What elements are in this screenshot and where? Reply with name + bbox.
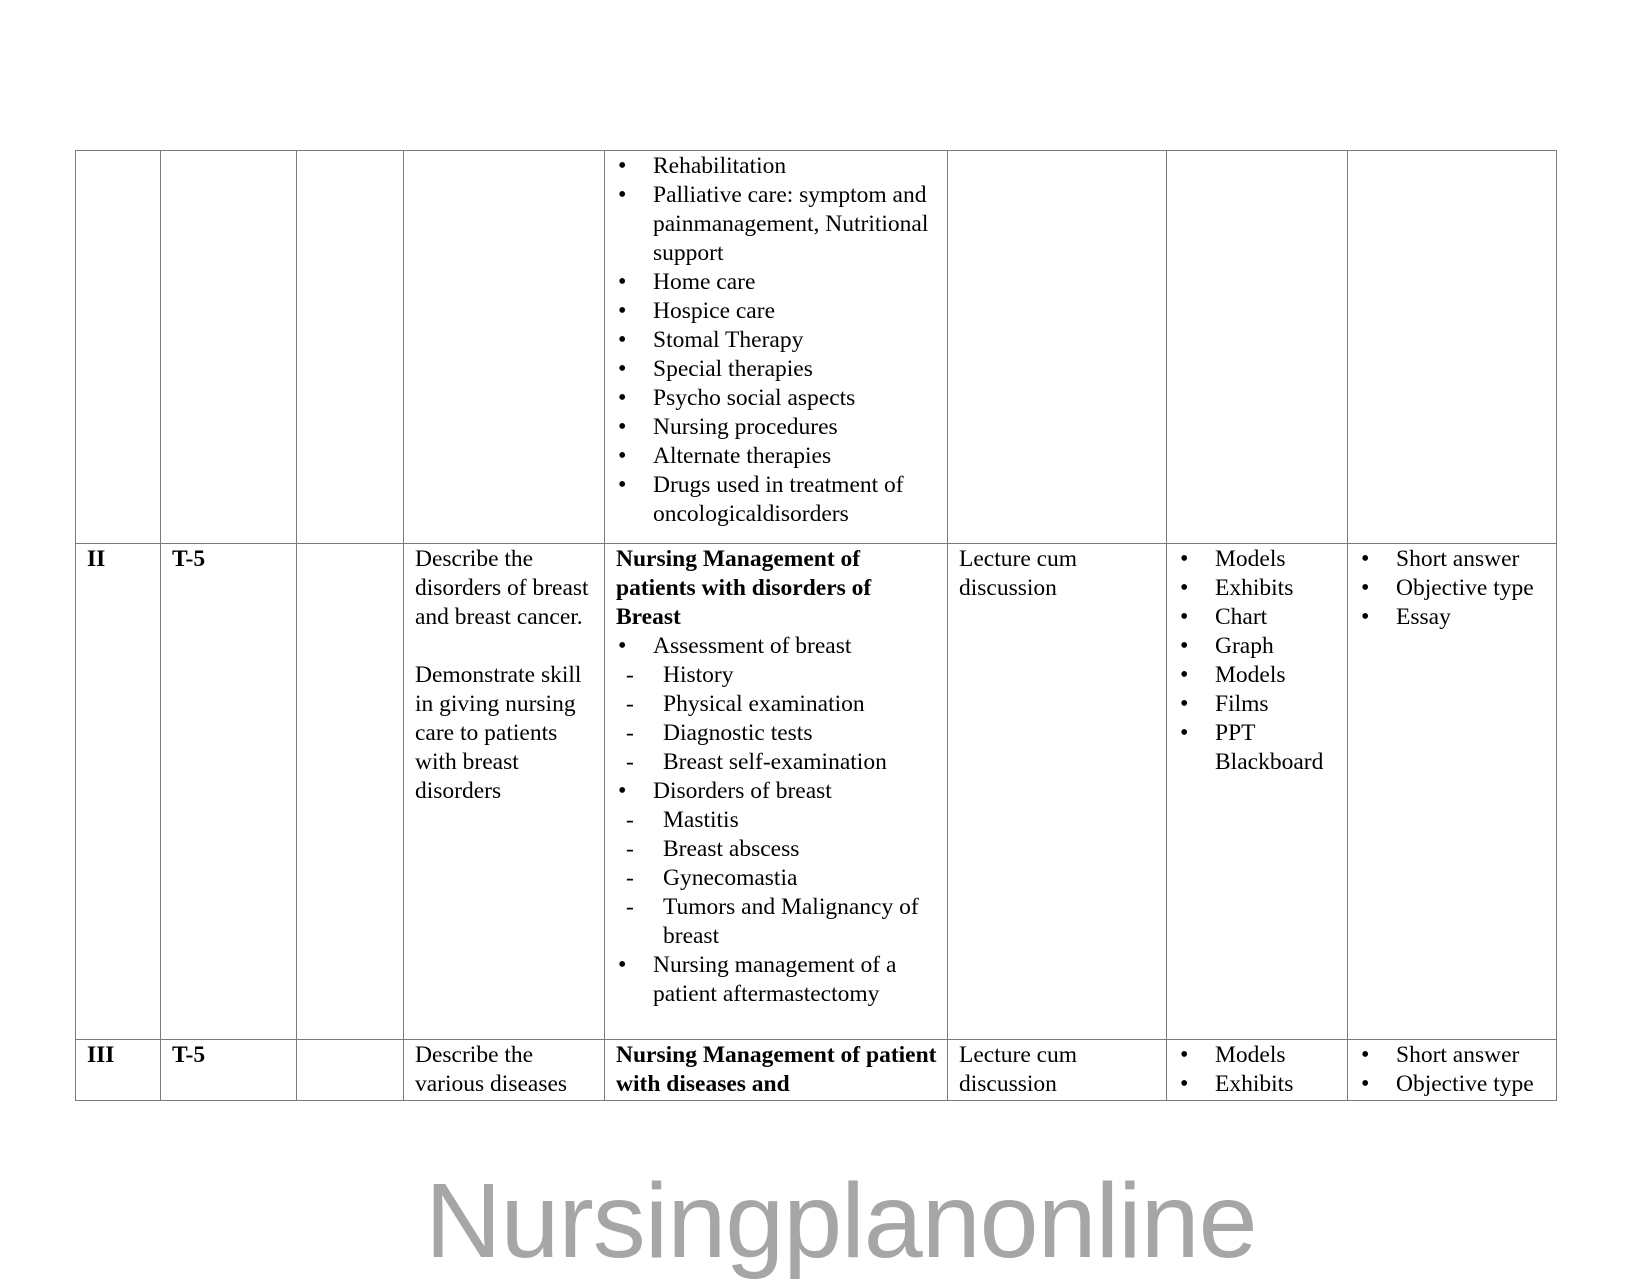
aids-cell xyxy=(1167,151,1348,544)
list-item: • Models xyxy=(1178,545,1337,574)
table-row xyxy=(76,1040,1557,1101)
list-item: • Palliative care: symptom and painmanagement, Nutritional support xyxy=(616,181,937,268)
unit-cell: III xyxy=(76,1040,161,1101)
section-label: Assessment of breast xyxy=(653,633,852,659)
list-item: • Nursing management of a patient aftermastectomy xyxy=(616,951,937,1009)
sub-list xyxy=(616,806,937,951)
section-label: Disorders of breast xyxy=(653,778,832,804)
content-list xyxy=(616,951,937,1009)
content-list xyxy=(616,152,937,529)
objective-text: Describe the disorders of breast and breast cancer. xyxy=(415,546,589,630)
aids-list xyxy=(1178,1041,1337,1099)
list-item: • Special therapies xyxy=(616,355,937,384)
unit-cell: II xyxy=(76,544,161,1040)
syllabus-table xyxy=(75,150,1557,1101)
table-row xyxy=(76,151,1557,544)
evaluation-list xyxy=(1359,545,1546,632)
list-item: • Alternate therapies xyxy=(616,442,937,471)
content-cell: Nursing Management of patient with diseases and xyxy=(605,1040,948,1101)
list-item: • Short answer xyxy=(1359,1041,1546,1070)
aids-cell xyxy=(1167,1040,1348,1101)
list-item: • PPT Blackboard xyxy=(1178,719,1337,777)
list-item: • Models xyxy=(1178,661,1337,690)
list-item: • Chart xyxy=(1178,603,1337,632)
methods-cell: Lecture cum discussion xyxy=(948,544,1167,1040)
aids-cell xyxy=(1167,544,1348,1040)
list-item xyxy=(616,632,937,661)
sub-list xyxy=(616,661,937,777)
sub-item: - Mastitis xyxy=(616,806,937,835)
objectives-cell xyxy=(404,544,605,1040)
time-cell: T-5 xyxy=(161,1040,297,1101)
list-item: • Short answer xyxy=(1359,545,1546,574)
list-item: • Exhibits xyxy=(1178,1070,1337,1099)
evaluation-cell xyxy=(1348,1040,1557,1101)
time-cell xyxy=(161,151,297,544)
unit-cell xyxy=(76,151,161,544)
sub-item: - Breast self-examination xyxy=(616,748,937,777)
sub-item: - Breast abscess xyxy=(616,835,937,864)
watermark: Nursingplanonline xyxy=(425,1162,1257,1280)
list-item: • Home care xyxy=(616,268,937,297)
list-item: • Stomal Therapy xyxy=(616,326,937,355)
list-item: • Objective type xyxy=(1359,1070,1546,1099)
objectives-cell: Describe the various diseases xyxy=(404,1040,605,1101)
list-item: • Nursing procedures xyxy=(616,413,937,442)
hours-cell xyxy=(297,151,404,544)
content-list xyxy=(616,777,937,806)
sub-item: - Diagnostic tests xyxy=(616,719,937,748)
evaluation-cell xyxy=(1348,544,1557,1040)
evaluation-list xyxy=(1359,1041,1546,1099)
hours-cell xyxy=(297,544,404,1040)
sub-item: - Tumors and Malignancy of breast xyxy=(616,893,937,951)
objective-text: Demonstrate skill in giving nursing care to patients with breast disorders xyxy=(415,662,582,804)
list-item: • Hospice care xyxy=(616,297,937,326)
objectives-cell xyxy=(404,151,605,544)
list-item: • Drugs used in treatment of oncologicaldisorders xyxy=(616,471,937,529)
methods-cell xyxy=(948,151,1167,544)
list-item: • Objective type xyxy=(1359,574,1546,603)
content-list xyxy=(616,632,937,661)
hours-cell xyxy=(297,1040,404,1101)
spacer xyxy=(415,632,594,661)
list-item: • Essay xyxy=(1359,603,1546,632)
sub-item: - Physical examination xyxy=(616,690,937,719)
list-item: • Films xyxy=(1178,690,1337,719)
list-item xyxy=(616,777,937,806)
sub-item: - History xyxy=(616,661,937,690)
evaluation-cell xyxy=(1348,151,1557,544)
list-item: • Models xyxy=(1178,1041,1337,1070)
methods-cell: Lecture cum discussion xyxy=(948,1040,1167,1101)
time-cell: T-5 xyxy=(161,544,297,1040)
content-cell xyxy=(605,151,948,544)
table-row xyxy=(76,544,1557,1040)
sub-item: - Gynecomastia xyxy=(616,864,937,893)
list-item: • Graph xyxy=(1178,632,1337,661)
list-item: • Psycho social aspects xyxy=(616,384,937,413)
aids-list xyxy=(1178,545,1337,777)
content-title: Nursing Management of patients with disorders of Breast xyxy=(616,546,872,630)
list-item: • Exhibits xyxy=(1178,574,1337,603)
content-cell xyxy=(605,544,948,1040)
list-item: • Rehabilitation xyxy=(616,152,937,181)
page-top-margin xyxy=(0,0,1650,150)
